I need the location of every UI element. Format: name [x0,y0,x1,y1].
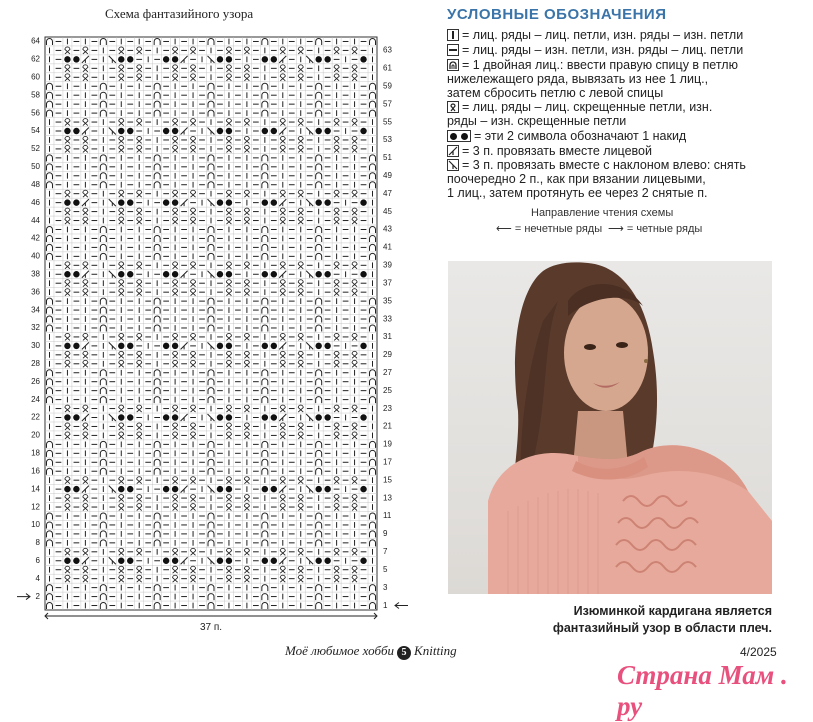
yarn-over-cell [262,56,268,62]
knit-stitch-symbol-icon [447,29,459,41]
legend-item-double-knit: = 1 двойная лиц.: ввести правую спицу в петлю нижележащего ряда, вывязать из нее 1 лиц., затем сбросить петлю с левой спицы [447,58,738,100]
knitting-chart [0,0,445,640]
row-number-right: 33 [383,314,392,324]
yarn-over-cell [163,128,169,134]
row-number-left: 42 [31,233,40,243]
yarn-over-cell [163,199,169,205]
row-number-left: 58 [31,90,40,100]
yarn-over-cell [226,199,232,205]
yarn-over-cell [118,199,124,205]
row-number-left: 52 [31,144,40,154]
stitch-count-label: 37 п. [199,622,223,633]
yarn-over-cell [64,343,70,349]
yarn-over-cell [226,128,232,134]
yarn-over-cell [118,414,124,420]
row-number-right: 47 [383,188,392,198]
yarn-over-cell [226,486,232,492]
row-number-right: 7 [383,547,388,557]
yarn-over-cell [315,56,321,62]
yarn-over-cell [127,56,133,62]
issue-number-badge: 5 [397,646,411,660]
yarn-over-cell [64,199,70,205]
row-number-right: 3 [383,582,388,592]
yarn-over-cell [172,56,178,62]
yarn-over-cell [163,343,169,349]
yarn-over-cell [118,558,124,564]
row-1-arrow-icon [395,603,408,609]
row-number-left: 8 [35,538,40,548]
yarn-over-cell [172,128,178,134]
yarn-over-cell [360,558,366,564]
row-number-right: 51 [383,153,392,163]
magazine-footer: Моё любимое хобби 5 Knitting [285,643,457,658]
odd-rows-direction: ⟵ = нечетные ряды [496,223,603,235]
row-number-right: 11 [383,511,392,521]
legend-item-purl: = лиц. ряды – изн. петли, изн. ряды – лиц. петли [447,43,743,57]
yarn-over-cell [271,128,277,134]
yarn-over-cell [118,343,124,349]
twisted-stitch-symbol-icon [447,101,459,113]
yarn-over-cell [262,343,268,349]
row-number-left: 38 [31,269,40,279]
reading-direction-title: Направление чтения схемы [531,207,674,219]
yarn-over-cell [226,343,232,349]
yarn-over-cell [315,558,321,564]
row-number-left: 64 [31,36,40,46]
yarn-over-cell [324,414,330,420]
legend-item-twisted: = лиц. ряды – лиц. скрещенные петли, изн. ряды – изн. скрещенные петли [447,100,713,128]
yarn-over-cell [127,343,133,349]
yarn-over-cell [324,56,330,62]
row-number-left: 54 [31,126,40,136]
yarn-over-cell [315,128,321,134]
row-number-right: 5 [383,564,388,574]
row-number-right: 17 [383,457,392,467]
row-number-left: 62 [31,54,40,64]
even-rows-direction: ⟶ = четные ряды [608,223,703,235]
yarn-over-cell [64,271,70,277]
row-number-left: 10 [31,520,40,530]
yarn-over-cell [271,558,277,564]
yarn-over-cell [172,199,178,205]
row-number-left: 2 [35,591,40,601]
yarn-over-cell [73,128,79,134]
row-number-right: 45 [383,206,392,216]
row-number-right: 57 [383,99,392,109]
yarn-over-cell [64,486,70,492]
yarn-over-cell [271,343,277,349]
row-number-right: 13 [383,493,392,503]
yarn-over-cell [262,486,268,492]
row-number-right: 29 [383,350,392,360]
yarn-over-cell [118,271,124,277]
row-number-right: 63 [383,45,392,55]
yarn-over-cell [324,558,330,564]
row-number-right: 43 [383,224,392,234]
yarn-over-cell [172,558,178,564]
yarn-over-cell [226,56,232,62]
yarn-over-symbol-icon [447,130,471,142]
row-2-arrow-icon [17,594,30,600]
yarn-over-cell [360,128,366,134]
row-number-right: 35 [383,296,392,306]
yarn-over-cell [217,486,223,492]
row-number-left: 24 [31,394,40,404]
row-number-right: 31 [383,332,392,342]
row-number-left: 6 [35,555,40,565]
yarn-over-cell [64,414,70,420]
yarn-over-cell [127,199,133,205]
yarn-over-cell [163,271,169,277]
yarn-over-cell [324,486,330,492]
yarn-over-cell [127,271,133,277]
yarn-over-cell [360,486,366,492]
yarn-over-cell [118,128,124,134]
yarn-over-cell [172,343,178,349]
yarn-over-cell [226,414,232,420]
row-number-right: 61 [383,63,392,73]
arrow-left-icon: ⟵ [496,223,512,235]
k3tog-symbol-icon [447,145,459,157]
yarn-over-cell [64,558,70,564]
yarn-over-cell [64,128,70,134]
row-number-left: 34 [31,305,40,315]
chart-title: Схема фантазийного узора [105,6,254,21]
yarn-over-cell [360,56,366,62]
yarn-over-cell [127,414,133,420]
row-number-left: 60 [31,72,40,82]
yarn-over-cell [217,414,223,420]
yarn-over-cell [324,128,330,134]
yarn-over-cell [315,271,321,277]
yarn-over-cell [217,343,223,349]
yarn-over-cell [315,343,321,349]
model-photo [448,261,772,594]
yarn-over-cell [324,343,330,349]
yarn-over-cell [217,128,223,134]
row-number-right: 59 [383,81,392,91]
row-number-right: 49 [383,171,392,181]
yarn-over-cell [172,486,178,492]
yarn-over-cell [118,56,124,62]
yarn-over-cell [172,414,178,420]
yarn-over-cell [217,271,223,277]
yarn-over-cell [163,558,169,564]
yarn-over-cell [324,199,330,205]
row-number-left: 46 [31,197,40,207]
yarn-over-cell [127,558,133,564]
yarn-over-cell [262,414,268,420]
yarn-over-cell [73,558,79,564]
row-number-left: 30 [31,341,40,351]
sk2p-symbol-icon [447,159,459,171]
row-number-left: 12 [31,502,40,512]
yarn-over-cell [360,199,366,205]
yarn-over-cell [118,486,124,492]
row-number-right: 9 [383,529,388,539]
yarn-over-cell [315,486,321,492]
row-number-left: 26 [31,376,40,386]
yarn-over-cell [172,271,178,277]
row-number-left: 32 [31,323,40,333]
yarn-over-cell [163,486,169,492]
row-number-right: 27 [383,367,392,377]
yarn-over-cell [217,56,223,62]
yarn-over-cell [73,271,79,277]
yarn-over-cell [226,558,232,564]
row-number-left: 28 [31,359,40,369]
row-number-right: 15 [383,475,392,485]
yarn-over-cell [271,56,277,62]
yarn-over-cell [64,56,70,62]
yarn-over-cell [73,414,79,420]
row-number-right: 19 [383,439,392,449]
legend-title: УСЛОВНЫЕ ОБОЗНАЧЕНИЯ [447,6,667,23]
row-number-right: 53 [383,135,392,145]
woman-in-cardigan-illustration [448,261,772,594]
row-number-left: 44 [31,215,40,225]
yarn-over-cell [262,271,268,277]
yarn-over-cell [360,271,366,277]
issue-date: 4/2025 [740,645,777,659]
yarn-over-cell [127,486,133,492]
yarn-over-cell [73,486,79,492]
row-number-right: 1 [383,600,388,610]
arrow-right-icon: ⟶ [608,223,624,235]
yarn-over-cell [226,271,232,277]
row-number-left: 40 [31,251,40,261]
yarn-over-cell [315,414,321,420]
legend-item-k3tog: = 3 п. провязать вместе лицевой [447,144,652,158]
yarn-over-cell [271,199,277,205]
legend-item-knit: = лиц. ряды – лиц. петли, изн. ряды – изн. петли [447,28,743,42]
row-number-left: 36 [31,287,40,297]
purl-stitch-symbol-icon [447,44,459,56]
legend-item-yarn-over: = эти 2 символа обозначают 1 накид [447,129,686,143]
row-number-right: 21 [383,421,392,431]
yarn-over-cell [262,128,268,134]
watermark-logo: Страна Мам . ру [617,660,788,721]
row-number-left: 14 [31,484,40,494]
yarn-over-cell [271,486,277,492]
row-number-right: 23 [383,403,392,413]
yarn-over-cell [73,199,79,205]
stitch-width-arrow-icon [45,613,377,619]
yarn-over-cell [127,128,133,134]
double-knit-symbol-icon [447,59,459,71]
row-number-right: 41 [383,242,392,252]
row-number-left: 48 [31,179,40,189]
yarn-over-cell [163,414,169,420]
row-number-left: 56 [31,108,40,118]
yarn-over-cell [217,558,223,564]
yarn-over-cell [271,414,277,420]
yarn-over-cell [324,271,330,277]
yarn-over-cell [360,414,366,420]
yarn-over-cell [271,271,277,277]
row-number-right: 39 [383,260,392,270]
yarn-over-cell [262,558,268,564]
yarn-over-cell [360,343,366,349]
row-number-right: 25 [383,385,392,395]
yarn-over-cell [73,56,79,62]
yarn-over-cell [163,56,169,62]
row-number-left: 22 [31,412,40,422]
row-number-right: 37 [383,278,392,288]
yarn-over-cell [315,199,321,205]
photo-caption: Изюминкой кардигана является фантазийный узор в области плеч. [552,604,772,635]
row-number-left: 18 [31,448,40,458]
yarn-over-cell [217,199,223,205]
row-number-left: 50 [31,162,40,172]
yarn-over-cell [262,199,268,205]
row-number-left: 20 [31,430,40,440]
legend-item-sk2p: = 3 п. провязать вместе с наклоном влево: снять поочередно 2 п., как при вязании лицевыми, 1 лиц., затем протянуть ее через 2 снятые п. [447,158,746,200]
row-number-left: 16 [31,466,40,476]
row-number-right: 55 [383,117,392,127]
row-number-left: 4 [35,573,40,583]
yarn-over-cell [73,343,79,349]
